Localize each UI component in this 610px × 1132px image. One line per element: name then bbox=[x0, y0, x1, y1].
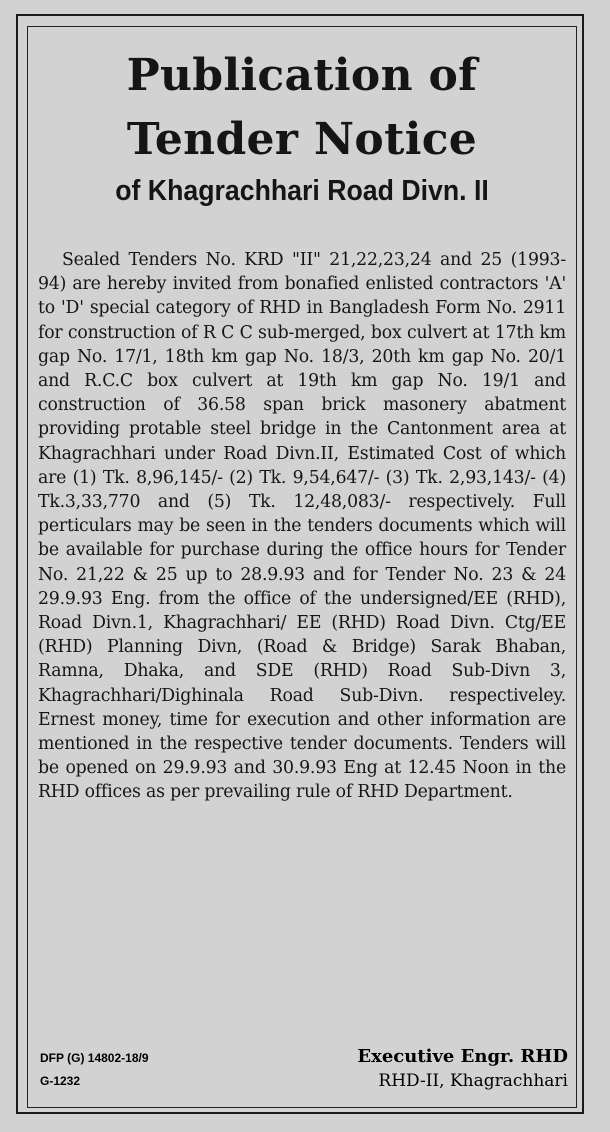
notice-body: Sealed Tenders No. KRD "II" 21,22,23,24 and 25 (1993-94) are hereby invited from bonafied enlisted contractors 'A' to 'D' special category of RHD in Bangladesh Form No. 2911 for construction of R C C sub-merged, box culvert at 17th km gap No. 17/1, 18th km gap No. 18/3, 20th km gap No. 20/1 and R.C.C box culvert at 19th km gap No. 19/1 and construction of 36.58 span brick masonery abatment providing protable steel bridge in the Cantonment area at Khagrachhari under Road Divn.II, Estimated Cost of which are (1) Tk. 8,96,145/- (2) Tk. 9,54,647/- (3) Tk. 2,93,143/- (4) Tk.3,33,770 and (5) Tk. 12,48,083/- respectively. Full perticulars may be seen in the tenders documents which will be available for purchase during the office hours for Tender No. 21,22 & 25 up to 28.9.93 and for Tender No. 23 & 24 29.9.93 Eng. from the office of the undersigned/EE (RHD), Road Divn.1, Khagrachhari/ EE (RHD) Road Divn. Ctg/EE (RHD) Planning Divn, (Road & Bridge) Sarak Bhaban, Ramna, Dhaka, and SDE (RHD) Road Sub-Divn 3, Khagrachhari/Dighinala Road Sub-Divn. respectiveley. Ernest money, time for execution and other information are mentioned in the respective tender documents. Tenders will be opened on 29.9.93 and 30.9.93 Eng at 12.45 Noon in the RHD offices as per prevailing rule of RHD Department. bbox=[38, 250, 566, 803]
title-line-1: Publication of bbox=[126, 50, 478, 101]
notice-footer bbox=[40, 1045, 568, 1105]
g-code: G-1232 bbox=[40, 1074, 81, 1088]
title-line-2: Tender Notice bbox=[126, 114, 478, 165]
dfp-code: DFP (G) 14802-18/9 bbox=[40, 1051, 149, 1065]
signatory-office: RHD-II, Khagrachhari bbox=[378, 1071, 568, 1091]
reference-codes bbox=[40, 1047, 149, 1093]
signature-block bbox=[357, 1045, 568, 1093]
signatory-title: Executive Engr. RHD bbox=[357, 1046, 568, 1067]
notice-content bbox=[38, 44, 566, 822]
notice-subtitle: of Khagrachhari Road Divn. II bbox=[115, 175, 489, 207]
